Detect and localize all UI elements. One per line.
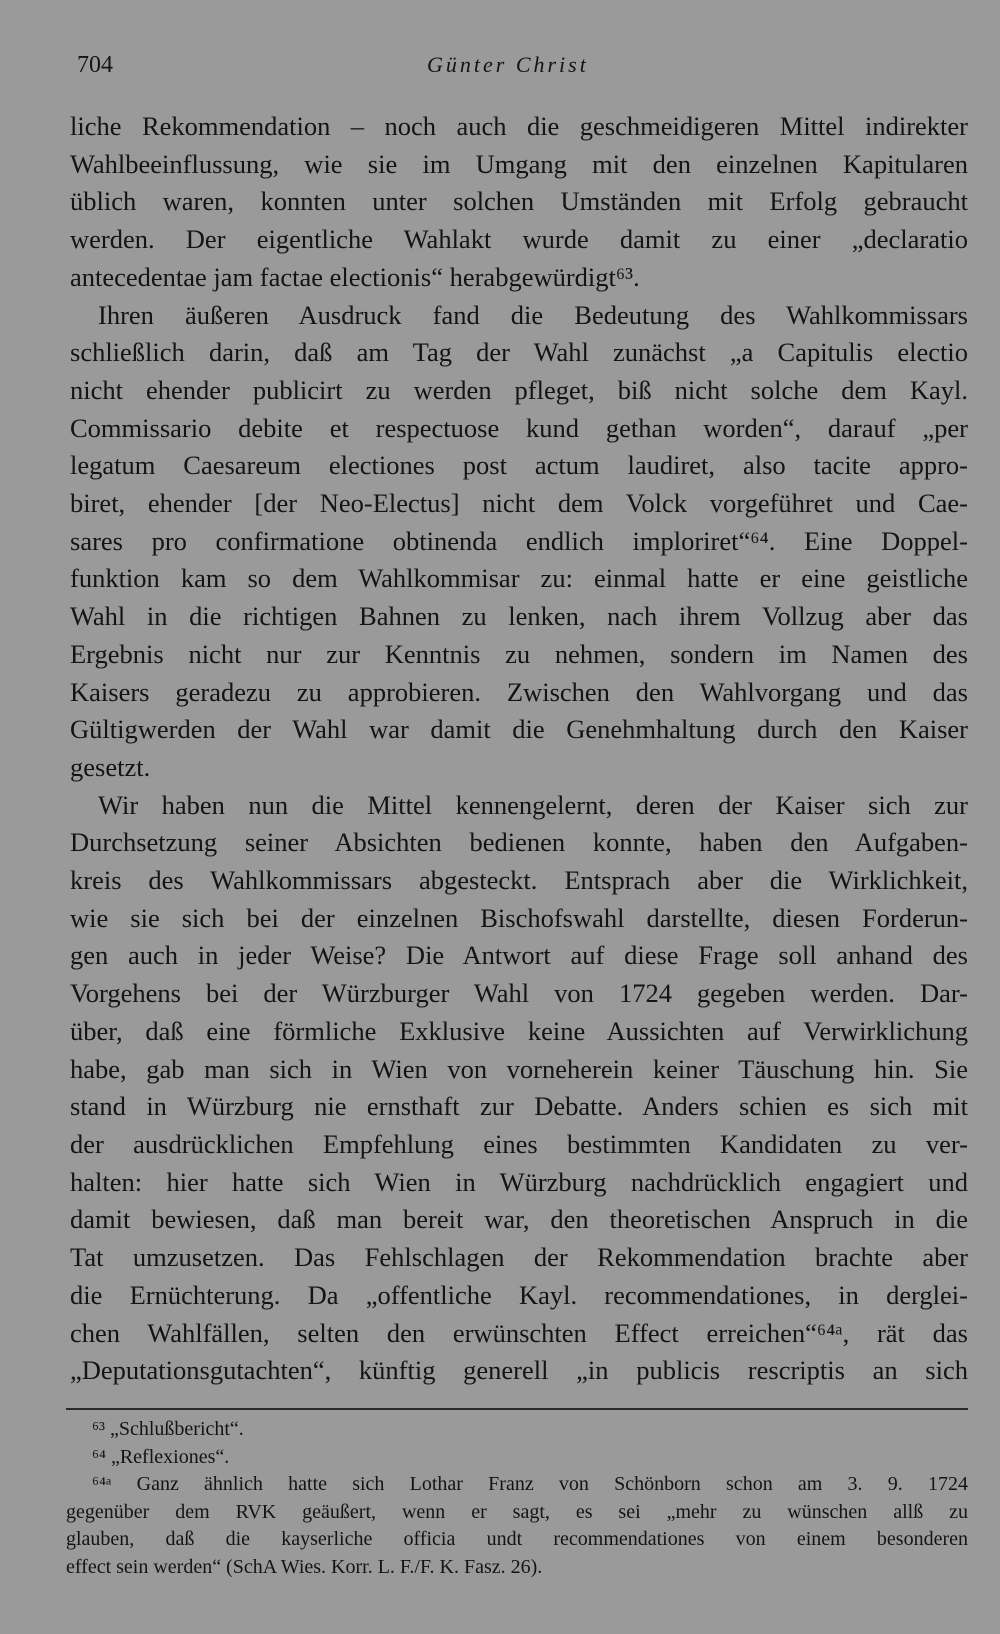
text-line: halten: hier hatte sich Wien in Würzburg nachdrücklich engagiert und: [70, 1166, 968, 1197]
text-line: gen auch in jeder Weise? Die Antwort auf diese Frage soll anhand des: [70, 940, 968, 971]
text-line: über, daß eine förmliche Exklusive keine Aussichten auf Verwirklichung: [70, 1015, 968, 1046]
text-line: sares pro confirmatione obtinenda endlich imploriret“⁶⁴. Eine Doppel-: [70, 525, 968, 556]
text-line: Gültigwerden der Wahl war damit die Genehmhaltung durch den Kaiser: [70, 714, 968, 745]
text-line: Tat umzusetzen. Das Fehlschlagen der Rekommendation brachte aber: [70, 1242, 968, 1273]
text-line: Wir haben nun die Mittel kennengelernt, deren der Kaiser sich zur: [98, 789, 968, 820]
page-header: [77, 52, 940, 86]
text-line: chen Wahlfällen, selten den erwünschten Effect erreichen“⁶⁴ᵃ, rät das: [70, 1317, 968, 1348]
text-line: damit bewiesen, daß man bereit war, den theoretischen Anspruch in die: [70, 1204, 968, 1235]
text-line: Commissario debite et respectuose kund gethan worden“, darauf „per: [70, 412, 968, 443]
text-line: kreis des Wahlkommissars abgesteckt. Entsprach aber die Wirklichkeit,: [70, 865, 968, 896]
text-line: Vorgehens bei der Würzburger Wahl von 1724 gegeben werden. Dar-: [70, 978, 968, 1009]
text-line: liche Rekommendation – noch auch die geschmeidigeren Mittel indirekter: [70, 111, 968, 141]
text-line: der ausdrücklichen Empfehlung eines bestimmten Kandidaten zu ver-: [70, 1128, 968, 1159]
page-number: 704: [77, 52, 113, 78]
text-line: stand in Würzburg nie ernsthaft zur Debatte. Anders schien es sich mit: [70, 1091, 968, 1122]
text-line: funktion kam so dem Wahlkommisar zu: einmal hatte er eine geistliche: [70, 563, 968, 594]
text-line: schließlich darin, daß am Tag der Wahl zunächst „a Capitulis electio: [70, 337, 968, 368]
footnote-64: ⁶⁴ „Reflexiones“.: [92, 1445, 230, 1468]
text-line: biret, ehender [der Neo-Electus] nicht dem Volck vorgeführet und Cae-: [70, 488, 968, 519]
text-line: nicht ehender publicirt zu werden pfleget, biß nicht solche dem Kayl.: [70, 374, 968, 405]
text-line: antecedentae jam factae electionis“ herabgewürdigt⁶³.: [70, 261, 640, 292]
footnotes: [66, 1408, 968, 1582]
text-line: gesetzt.: [70, 751, 151, 782]
text-line: die Ernüchterung. Da „offentliche Kayl. recommendationes, in derglei-: [70, 1279, 968, 1310]
running-head: Günter Christ: [427, 52, 589, 77]
text-line: wie sie sich bei der einzelnen Bischofswahl darstellte, diesen Forderun-: [70, 902, 968, 933]
footnote-line: glauben, daß die kayserliche officia undt recommendationes von einem besonderen: [66, 1528, 968, 1551]
footnote-line: gegenüber dem RVK geäußert, wenn er sagt, es sei „mehr zu wünschen allß zu: [66, 1500, 968, 1523]
text-line: Ihren äußeren Ausdruck fand die Bedeutung des Wahlkommissars: [98, 299, 968, 330]
footnote-64a: ⁶⁴ᵃ Ganz ähnlich hatte sich Lothar Franz von Schönborn schon am 3. 9. 1724: [92, 1473, 968, 1496]
text-line: werden. Der eigentliche Wahlakt wurde damit zu einer „declaratio: [70, 224, 968, 255]
text-line: „Deputationsgutachten“, künftig generell „in publicis rescriptis an sich: [70, 1355, 968, 1386]
text-line: Ergebnis nicht nur zur Kenntnis zu nehmen, sondern im Namen des: [70, 638, 968, 669]
text-line: üblich waren, konnten unter solchen Umständen mit Erfolg gebraucht: [70, 186, 968, 217]
body-text: [70, 108, 968, 1390]
text-line: habe, gab man sich in Wien von vorneherein keiner Täuschung hin. Sie: [70, 1053, 968, 1084]
text-line: Durchsetzung seiner Absichten bedienen konnte, haben den Aufgaben-: [70, 827, 968, 858]
footnote-63: ⁶³ „Schlußbericht“.: [92, 1418, 244, 1440]
text-line: Kaisers geradezu zu approbieren. Zwischen den Wahlvorgang und das: [70, 676, 968, 707]
footnote-line: effect sein werden“ (SchA Wies. Korr. L. F./F. K. Fasz. 26).: [66, 1555, 543, 1578]
text-line: Wahlbeeinflussung, wie sie im Umgang mit den einzelnen Kapitularen: [70, 148, 968, 179]
text-line: legatum Caesareum electiones post actum laudiret, also tacite appro-: [70, 450, 968, 481]
text-line: Wahl in die richtigen Bahnen zu lenken, nach ihrem Vollzug aber das: [70, 601, 968, 632]
